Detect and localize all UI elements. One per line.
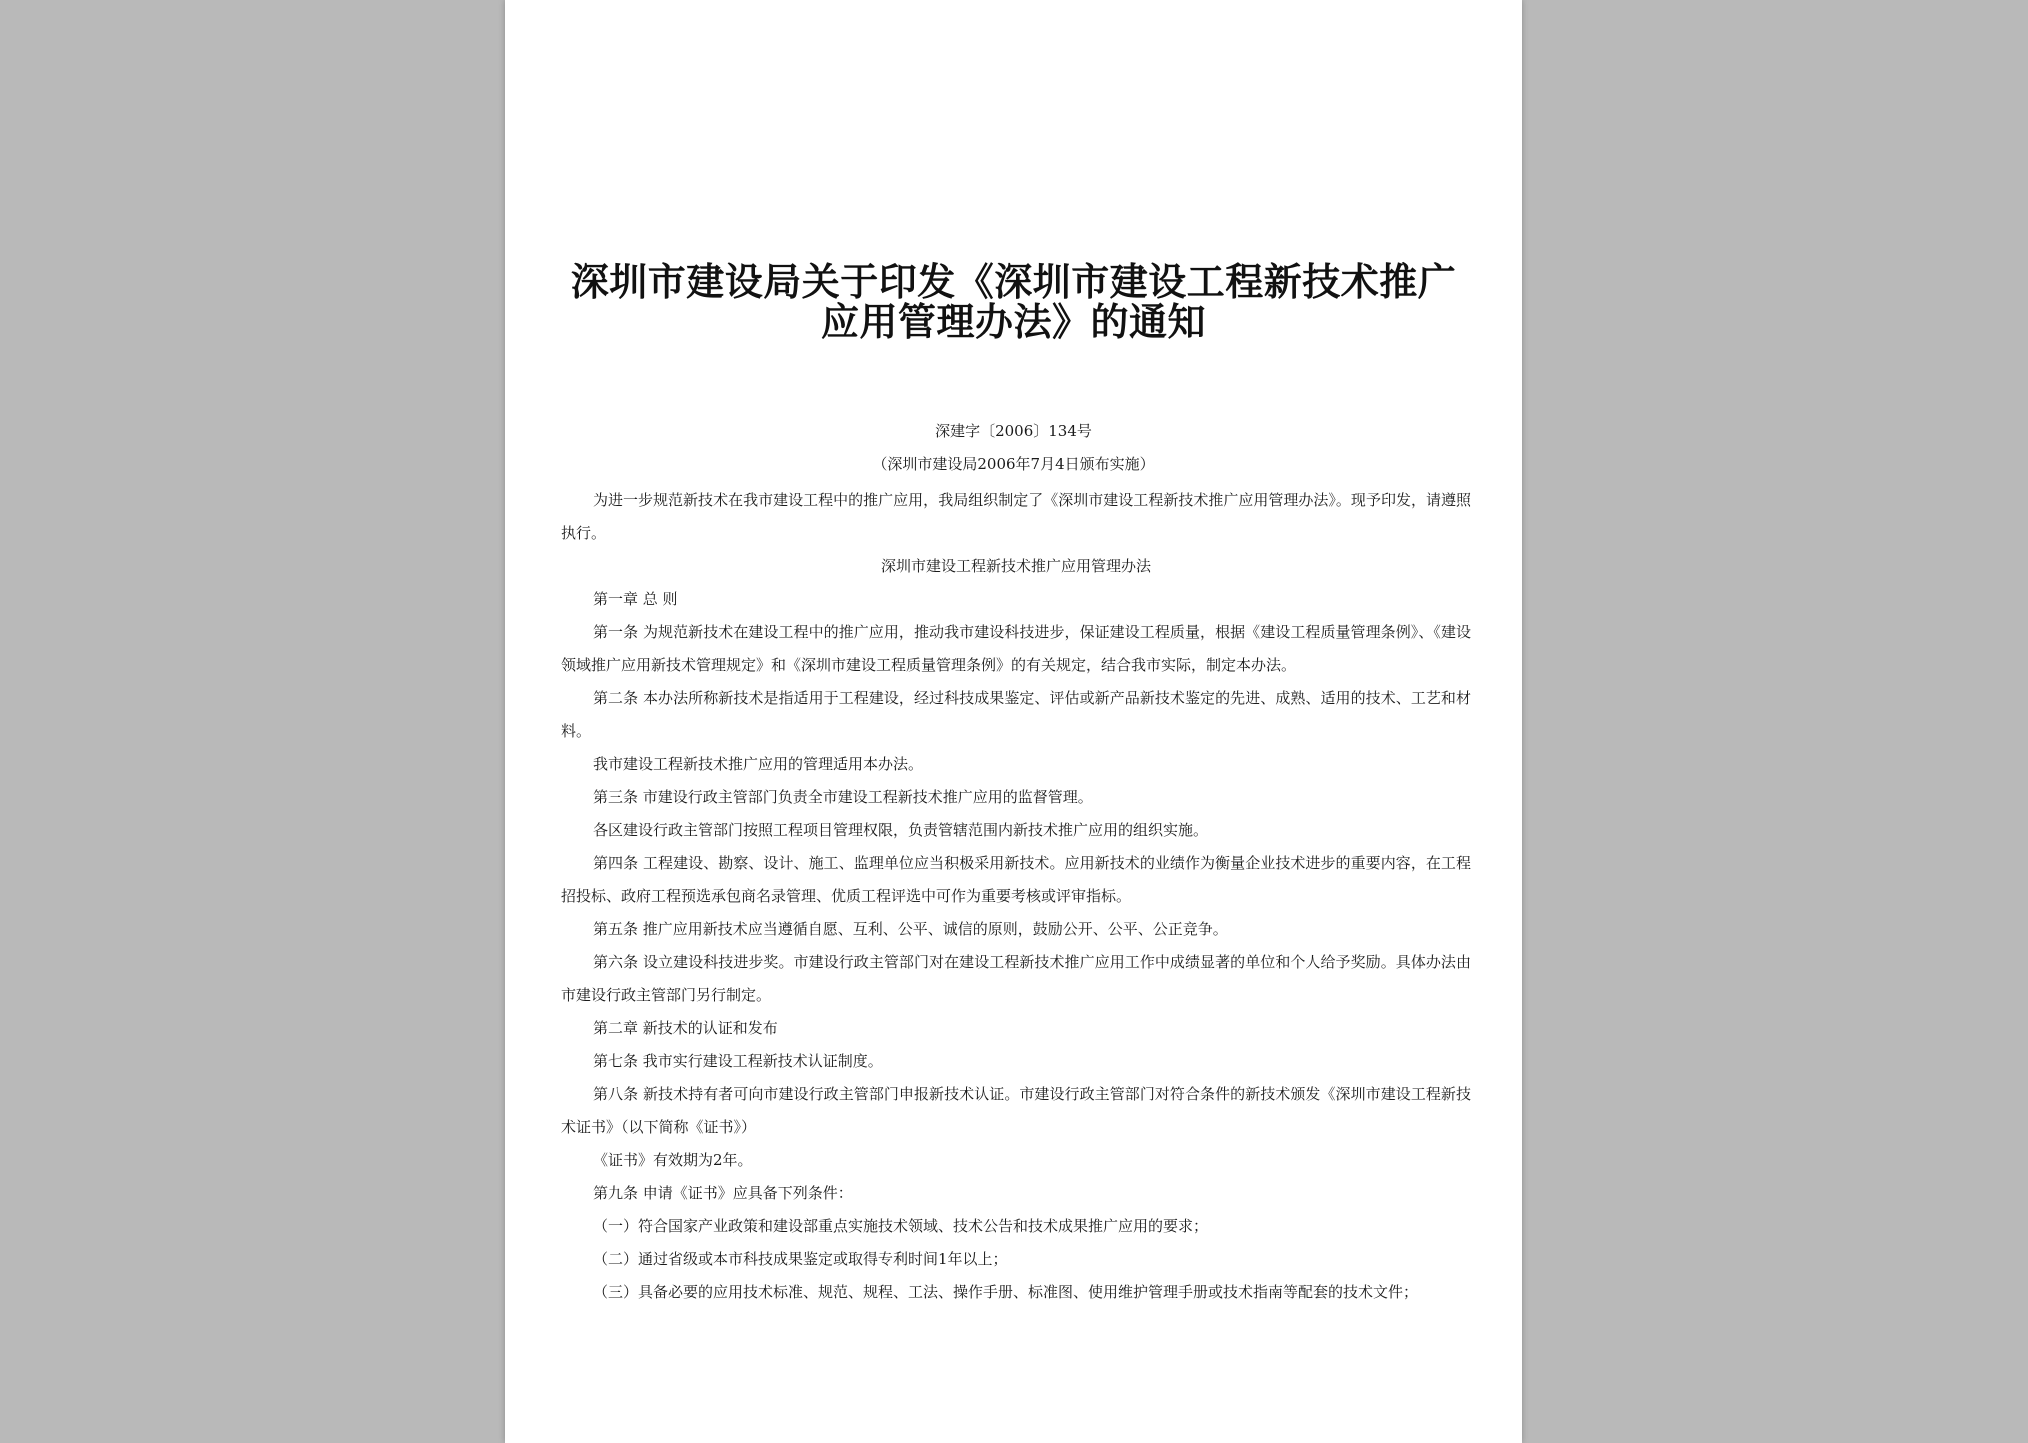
document-page	[505, 0, 1522, 1443]
condition-1: （一）符合国家产业政策和建设部重点实施技术领域、技术公告和技术成果推广应用的要求；	[593, 1217, 1209, 1235]
article-3: 第三条 市建设行政主管部门负责全市建设工程新技术推广应用的监督管理。	[593, 788, 1093, 806]
condition-2: （二）通过省级或本市科技成果鉴定或取得专利时间1年以上；	[593, 1250, 1008, 1268]
chapter-heading-1: 第一章 总 则	[593, 590, 678, 608]
article-5: 第五条 推广应用新技术应当遵循自愿、互利、公平、诚信的原则，鼓励公开、公平、公正竞争。	[593, 920, 1228, 938]
issue-note: （深圳市建设局2006年7月4日颁布实施）	[872, 455, 1155, 473]
article-8: 第八条 新技术持有者可向市建设行政主管部门申报新技术认证。市建设行政主管部门对符合条件的新技术颁发《深圳市建设工程新技术证书》（以下简称《证书》）	[561, 1085, 1471, 1136]
document-number: 深建字〔2006〕134号	[935, 422, 1092, 440]
article-2: 第二条 本办法所称新技术是指适用于工程建设，经过科技成果鉴定、评估或新产品新技术鉴定的先进、成熟、适用的技术、工艺和材料。	[561, 689, 1471, 740]
title-line-1: 深圳市建设局关于印发《深圳市建设工程新技术推广	[570, 260, 1457, 304]
page-title	[535, 262, 1492, 342]
article-7: 第七条 我市实行建设工程新技术认证制度。	[593, 1052, 883, 1070]
section-title: 深圳市建设工程新技术推广应用管理办法	[880, 557, 1151, 575]
article-9: 第九条 申请《证书》应具备下列条件：	[593, 1184, 853, 1202]
certificate-validity: 《证书》有效期为2年。	[593, 1151, 753, 1169]
article-2-note: 我市建设工程新技术推广应用的管理适用本办法。	[593, 755, 924, 773]
condition-3: （三）具备必要的应用技术标准、规范、规程、工法、操作手册、标准图、使用维护管理手册或技术指南等配套的技术文件；	[593, 1283, 1419, 1301]
article-4: 第四条 工程建设、勘察、设计、施工、监理单位应当积极采用新技术。应用新技术的业绩作为衡量企业技术进步的重要内容，在工程招投标、政府工程预选承包商名录管理、优质工程评选中可作为重要考核或评审指标。	[561, 854, 1471, 905]
article-3-note: 各区建设行政主管部门按照工程项目管理权限，负责管辖范围内新技术推广应用的组织实施。	[593, 821, 1209, 839]
article-1: 第一条 为规范新技术在建设工程中的推广应用，推动我市建设科技进步，保证建设工程质量，根据《建设工程质量管理条例》、《建设领域推广应用新技术管理规定》和《深圳市建设工程质量管理条例》的有关规定，结合我市实际，制定本办法。	[561, 623, 1471, 674]
paragraph-intro: 为进一步规范新技术在我市建设工程中的推广应用，我局组织制定了《深圳市建设工程新技术推广应用管理办法》。现予印发，请遵照执行。	[561, 491, 1471, 542]
article-6: 第六条 设立建设科技进步奖。市建设行政主管部门对在建设工程新技术推广应用工作中成绩显著的单位和个人给予奖励。具体办法由市建设行政主管部门另行制定。	[561, 953, 1471, 1004]
chapter-heading-2: 第二章 新技术的认证和发布	[593, 1019, 778, 1037]
document-body	[561, 484, 1471, 1309]
title-line-2: 应用管理办法》的通知	[820, 300, 1206, 344]
